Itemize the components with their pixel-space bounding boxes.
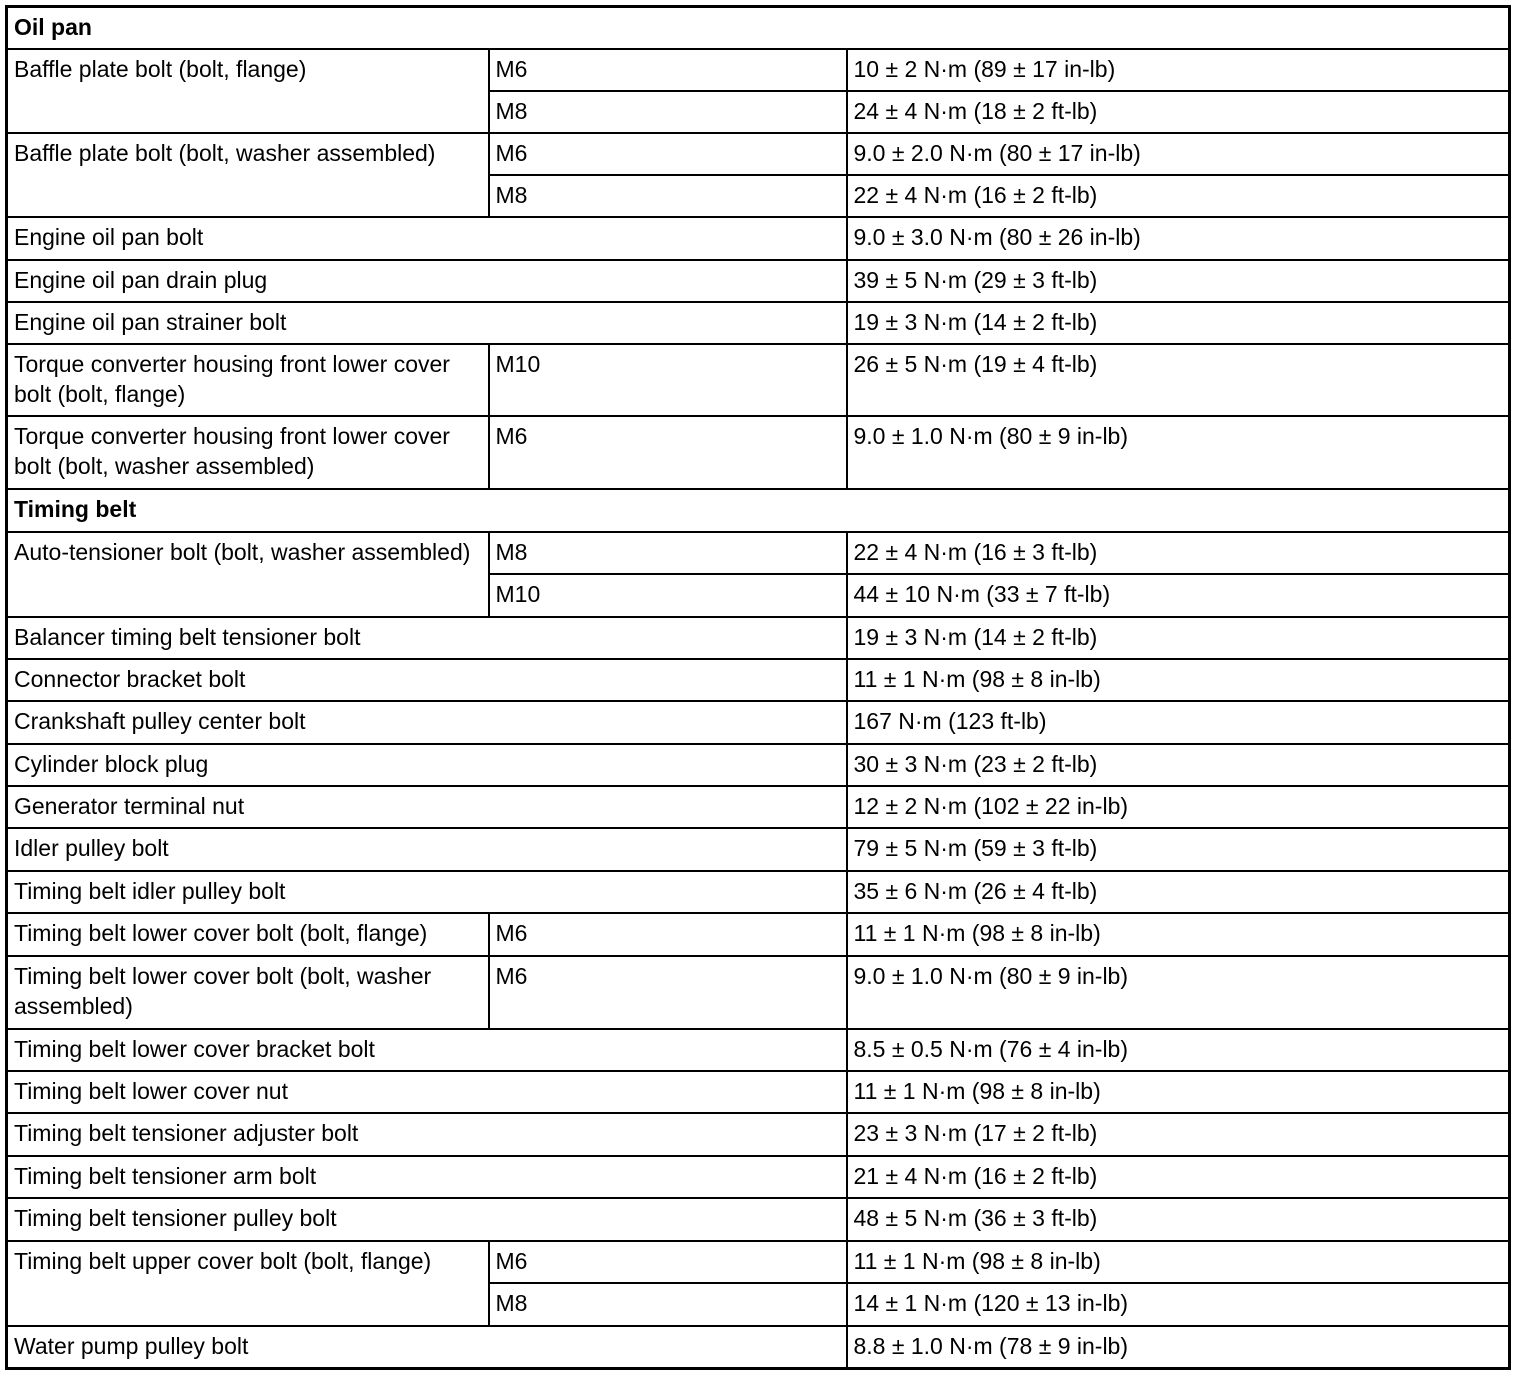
- size-cell: M10: [489, 344, 847, 416]
- torque-cell: 11 ± 1 N·m (98 ± 8 in-lb): [847, 659, 1510, 701]
- torque-cell: 44 ± 10 N·m (33 ± 7 ft-lb): [847, 574, 1510, 617]
- item-cell: Timing belt lower cover nut: [7, 1071, 847, 1113]
- size-cell: M10: [489, 574, 847, 617]
- item-cell: Connector bracket bolt: [7, 659, 847, 701]
- torque-cell: 22 ± 4 N·m (16 ± 3 ft-lb): [847, 532, 1510, 574]
- size-cell: M6: [489, 49, 847, 91]
- item-cell: Auto-tensioner bolt (bolt, washer assembled): [7, 532, 489, 617]
- torque-cell: 19 ± 3 N·m (14 ± 2 ft-lb): [847, 302, 1510, 344]
- torque-cell: 24 ± 4 N·m (18 ± 2 ft-lb): [847, 91, 1510, 133]
- table-row: [7, 1241, 1510, 1283]
- torque-cell: 21 ± 4 N·m (16 ± 2 ft-lb): [847, 1156, 1510, 1198]
- table-row: [7, 617, 1510, 659]
- item-cell: Balancer timing belt tensioner bolt: [7, 617, 847, 659]
- item-cell: Timing belt idler pulley bolt: [7, 871, 847, 913]
- torque-cell: 11 ± 1 N·m (98 ± 8 in-lb): [847, 1071, 1510, 1113]
- table-row: [7, 913, 1510, 956]
- table-row: [7, 1198, 1510, 1241]
- table-row: [7, 659, 1510, 701]
- item-cell: Engine oil pan drain plug: [7, 260, 847, 302]
- torque-cell: 14 ± 1 N·m (120 ± 13 in-lb): [847, 1283, 1510, 1326]
- section-header-row: [7, 489, 1510, 531]
- item-cell: Timing belt upper cover bolt (bolt, flange): [7, 1241, 489, 1326]
- size-cell: M6: [489, 956, 847, 1028]
- table-row: [7, 416, 1510, 489]
- size-cell: M8: [489, 532, 847, 574]
- torque-cell: 48 ± 5 N·m (36 ± 3 ft-lb): [847, 1198, 1510, 1241]
- table-row: [7, 871, 1510, 913]
- item-cell: Timing belt lower cover bolt (bolt, flange): [7, 913, 489, 956]
- section-title: Oil pan: [7, 7, 1510, 49]
- table-row: [7, 744, 1510, 786]
- table-row: [7, 49, 1510, 91]
- table-row: [7, 532, 1510, 574]
- torque-cell: 11 ± 1 N·m (98 ± 8 in-lb): [847, 1241, 1510, 1283]
- item-cell: Timing belt lower cover bracket bolt: [7, 1029, 847, 1071]
- section-title: Timing belt: [7, 489, 1510, 531]
- torque-cell: 22 ± 4 N·m (16 ± 2 ft-lb): [847, 175, 1510, 217]
- table-row: [7, 217, 1510, 260]
- item-cell: Timing belt tensioner pulley bolt: [7, 1198, 847, 1241]
- item-cell: Torque converter housing front lower cover bolt (bolt, flange): [7, 344, 489, 416]
- table-row: [7, 133, 1510, 175]
- item-cell: Baffle plate bolt (bolt, flange): [7, 49, 489, 133]
- table-row: [7, 786, 1510, 828]
- torque-cell: 30 ± 3 N·m (23 ± 2 ft-lb): [847, 744, 1510, 786]
- table-row: [7, 701, 1510, 744]
- table-row: [7, 1071, 1510, 1113]
- item-cell: Baffle plate bolt (bolt, washer assembled): [7, 133, 489, 217]
- item-cell: Engine oil pan strainer bolt: [7, 302, 847, 344]
- torque-spec-table: [5, 5, 1511, 1370]
- torque-cell: 23 ± 3 N·m (17 ± 2 ft-lb): [847, 1113, 1510, 1156]
- item-cell: Torque converter housing front lower cover bolt (bolt, washer assembled): [7, 416, 489, 489]
- table-row: [7, 260, 1510, 302]
- torque-cell: 79 ± 5 N·m (59 ± 3 ft-lb): [847, 828, 1510, 871]
- item-cell: Timing belt tensioner arm bolt: [7, 1156, 847, 1198]
- torque-cell: 35 ± 6 N·m (26 ± 4 ft-lb): [847, 871, 1510, 913]
- size-cell: M6: [489, 416, 847, 489]
- table-row: [7, 344, 1510, 416]
- item-cell: Timing belt tensioner adjuster bolt: [7, 1113, 847, 1156]
- item-cell: Generator terminal nut: [7, 786, 847, 828]
- torque-cell: 9.0 ± 3.0 N·m (80 ± 26 in-lb): [847, 217, 1510, 260]
- torque-cell: 39 ± 5 N·m (29 ± 3 ft-lb): [847, 260, 1510, 302]
- table-row: [7, 1156, 1510, 1198]
- table-row: [7, 1113, 1510, 1156]
- torque-cell: 11 ± 1 N·m (98 ± 8 in-lb): [847, 913, 1510, 956]
- torque-cell: 8.5 ± 0.5 N·m (76 ± 4 in-lb): [847, 1029, 1510, 1071]
- table-row: [7, 302, 1510, 344]
- torque-cell: 9.0 ± 2.0 N·m (80 ± 17 in-lb): [847, 133, 1510, 175]
- torque-cell: 10 ± 2 N·m (89 ± 17 in-lb): [847, 49, 1510, 91]
- size-cell: M6: [489, 133, 847, 175]
- table-row: [7, 1029, 1510, 1071]
- item-cell: Water pump pulley bolt: [7, 1326, 847, 1368]
- torque-cell: 12 ± 2 N·m (102 ± 22 in-lb): [847, 786, 1510, 828]
- size-cell: M8: [489, 1283, 847, 1326]
- item-cell: Idler pulley bolt: [7, 828, 847, 871]
- table-row: [7, 828, 1510, 871]
- torque-cell: 167 N·m (123 ft-lb): [847, 701, 1510, 744]
- torque-cell: 26 ± 5 N·m (19 ± 4 ft-lb): [847, 344, 1510, 416]
- size-cell: M8: [489, 91, 847, 133]
- section-header-row: [7, 7, 1510, 49]
- size-cell: M8: [489, 175, 847, 217]
- table-row: [7, 956, 1510, 1028]
- torque-cell: 9.0 ± 1.0 N·m (80 ± 9 in-lb): [847, 956, 1510, 1028]
- torque-cell: 8.8 ± 1.0 N·m (78 ± 9 in-lb): [847, 1326, 1510, 1368]
- item-cell: Cylinder block plug: [7, 744, 847, 786]
- item-cell: Timing belt lower cover bolt (bolt, washer assembled): [7, 956, 489, 1028]
- torque-cell: 19 ± 3 N·m (14 ± 2 ft-lb): [847, 617, 1510, 659]
- size-cell: M6: [489, 913, 847, 956]
- size-cell: M6: [489, 1241, 847, 1283]
- table-row: [7, 1326, 1510, 1368]
- item-cell: Crankshaft pulley center bolt: [7, 701, 847, 744]
- torque-cell: 9.0 ± 1.0 N·m (80 ± 9 in-lb): [847, 416, 1510, 489]
- item-cell: Engine oil pan bolt: [7, 217, 847, 260]
